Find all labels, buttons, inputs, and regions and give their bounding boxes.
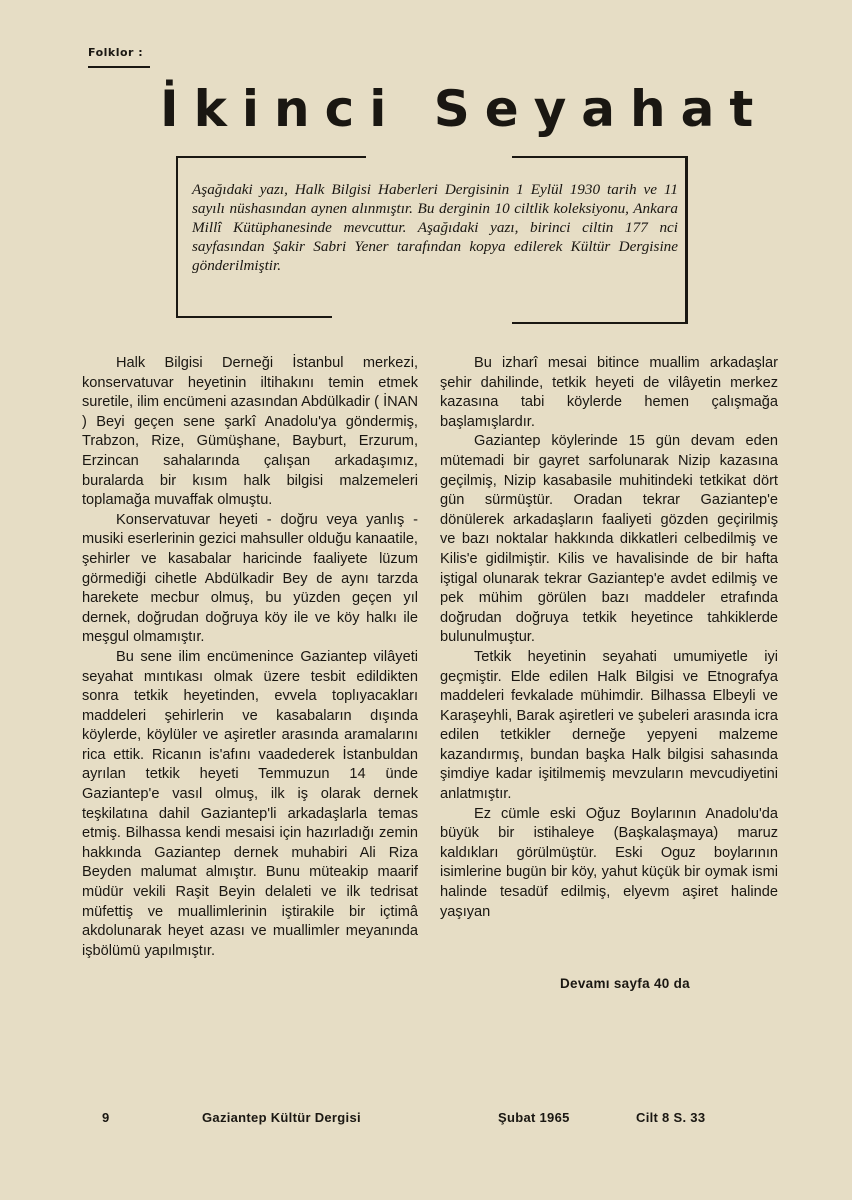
- body-column-left: [82, 354, 418, 961]
- editor-note-box: [176, 156, 688, 324]
- body-paragraph: Bu sene ilim encümenince Gaziantep vilâyeti seyahat mıntıkası olmak üzere tesbit edildikten sonra tetkik heyetinden, evvela toplıyacakları maddeleri şehirlerin ve kasabaların dışında köylerde, köylüler ve aşiretler arasında aramalarını rica ettik. Ricanın is'afını vaadederek İstanbuldan ayrılan tetkik heyeti Temmuzun 14 ünde Gaziantep'e vasıl olmuş, ilk iş olarak dernek teşkilatına dahil Gaziantep'li arkadaşlarla temas etmiş. Bilhassa kendi mesaisi için hazırladığı zemin hakkında Gaziantep dernek muhabiri Ali Riza Beyden malumat almıştır. Bunu müteakip maarif müdür vekili Raşit Beyin delaleti ve ilk tedrisat müfettiş ve muallimlerinin iştirakile bir içtimâ akdolunarak heyet azası ve muallimler meyanında işbölümü yapılmıştır.: [82, 648, 418, 959]
- body-paragraph: Gaziantep köylerinde 15 gün devam eden mütemadi bir gayret sarfolunarak Nizip kazasına geçilmiş, Nizip kasabasile muhitindeki tetkikat dört gün sürmüştür. Oradan tekrar Gaziantep'e dönülerek arkadaşların faaliyeti gözden geçirilmiş ve bazı noktalar hakkında dikkatleri celbedilmiş ve Kilis'e gidilmiştir. Kilis ve havalisinde de bir hafta iştigal olunarak tekrar Gaziantep'e avdet edilmiş ve pek mühim görülen bazı maddeler etrafında doğrudan doğruya tetkik heyetince tahkiklerde bulunulmuştur.: [440, 433, 778, 646]
- page-number: 9: [102, 1110, 110, 1125]
- issue-date: Şubat 1965: [498, 1110, 570, 1125]
- magazine-name: Gaziantep Kültür Dergisi: [202, 1110, 361, 1125]
- note-border: [176, 156, 366, 158]
- editor-note-text: Aşağıdaki yazı, Halk Bilgisi Haberleri Dergisinin 1 Eylül 1930 tarih ve 11 sayılı nüshasından aynen alınmıştır. Bu derginin 10 ciltlik koleksiyonu, Ankara Millî Kütüphanesinde mevcuttur. Aşağıdaki yazı, birinci ciltin 177 nci sayfasından Şakir Sabri Yener tarafından kopya edilerek Kültür Dergisine gönderilmiştir.: [192, 181, 678, 274]
- body-paragraph: Konservatuvar heyeti - doğru veya yanlış - musiki eserlerinin gezici mahsuller olduğu kanaatile, şehirler ve kasabalar haricinde faaliyete lüzum görmediği cihetle Abdülkadir Bey de aynı tarzda harekete mecbur olmuş, bu yüzden geçen yıl dernek, doğrudan doğruya köy ile ve köy halkı ile meşgul olmamıştır.: [82, 511, 418, 646]
- volume-issue: Cilt 8 S. 33: [636, 1110, 706, 1125]
- body-column-right: [440, 354, 778, 922]
- article-title: İkinci Seyahat: [160, 80, 769, 138]
- note-border: [512, 156, 688, 158]
- note-border: [512, 322, 688, 324]
- section-label: Folklor :: [88, 46, 144, 59]
- body-paragraph: Halk Bilgisi Derneği İstanbul merkezi, konservatuvar heyetinin iltihakını temin etmek suretile, ilim encümeni azasından Abdülkadir ( İNAN ) Beyi geçen sene şarkî Anadolu'ya göndermiş, Trabzon, Rize, Gümüşhane, Bayburt, Erzurum, Erzincan sahalarında çalışan arkadaşımız, buralarda bir kısım halk bilgisi malzemeleri toplamağa muvaffak olmuştu.: [82, 355, 418, 509]
- note-border: [176, 156, 178, 318]
- section-underline: [88, 66, 150, 68]
- note-border: [685, 156, 688, 324]
- note-border: [176, 316, 332, 318]
- body-paragraph: Bu izharî mesai bitince muallim arkadaşlar şehir dahilinde, tetkik heyeti de vilâyetin merkez kazasına tabi köylerde hemen çalışmağa başlamışlardır.: [440, 355, 778, 430]
- body-paragraph: Ez cümle eski Oğuz Boylarının Anadolu'da büyük bir istihaleye (Başkalaşmaya) maruz kaldıkları görülmüştür. Eski Oguz boylarının isimlerine bugün bir köy, yahut küçük bir oymak ismi halinde tesadüf edilmiş, elyevm aşiret halinde yaşıyan: [440, 805, 778, 920]
- body-paragraph: Tetkik heyetinin seyahati umumiyetle iyi geçmiştir. Elde edilen Halk Bilgisi ve Etnografya maddeleri fevkalade mühimdir. Bilhassa Elbeyli ve Karaşeyhli, Barak aşiretleri ve şubeleri arasında icra edilen tetkikler derneğe yepyeni malzeme kazandırmış, bundan başka Halk bilgisi sahasında şimdiye kadar işitilmemiş mevzuların mevcudiyetini anlatmıştır.: [440, 648, 778, 803]
- continued-note: Devamı sayfa 40 da: [560, 976, 690, 991]
